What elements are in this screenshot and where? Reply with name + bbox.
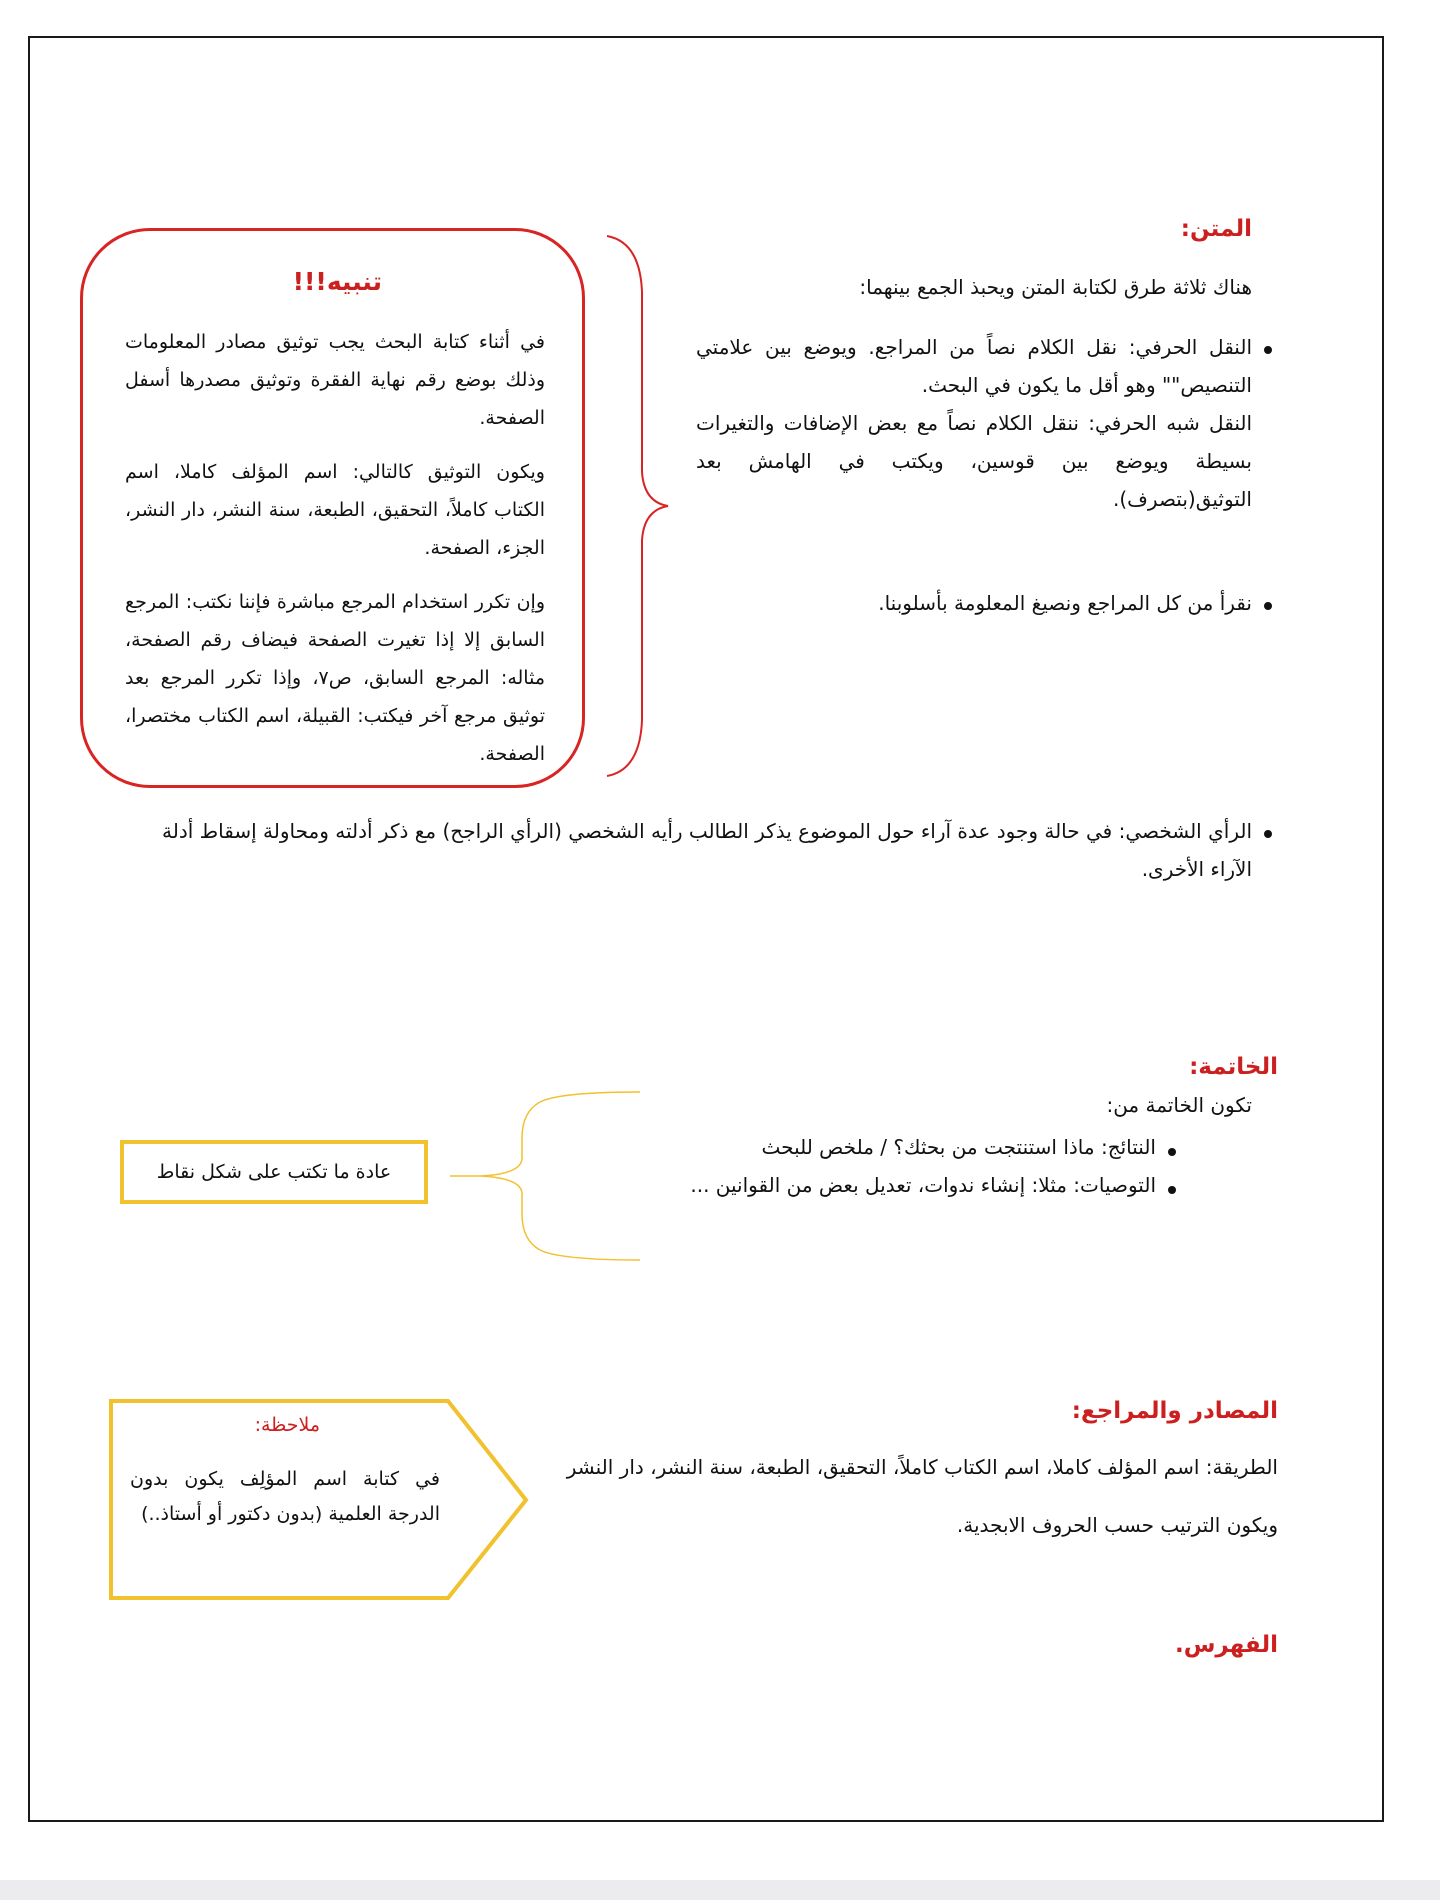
references-heading: المصادر والمراجع:: [1071, 1398, 1278, 1424]
bullet-icon: [1168, 1186, 1176, 1194]
index-heading: الفهرس.: [1174, 1632, 1278, 1658]
document-page: [28, 36, 1384, 1822]
warning-paragraph-1: في أثناء كتابة البحث يجب توثيق مصادر المعلومات وذلك بوضع رقم نهاية الفقرة وتوثيق مصدرها أسفل الصفحة.: [125, 331, 545, 429]
references-ordering: ويكون الترتيب حسب الحروف الابجدية.: [956, 1513, 1278, 1537]
curly-brace-red: [602, 232, 672, 780]
warning-paragraph-2: ويكون التوثيق كالتالي: اسم المؤلف كاملا، اسم الكتاب كاملاً، التحقيق، الطبعة، سنة النشر، دار النشر، الجزء، الصفحة.: [125, 461, 545, 559]
note-title: ملاحظة:: [254, 1414, 320, 1436]
note-title-wrap: [130, 1414, 440, 1444]
conclusion-results: النتائج: ماذا استنتجت من بحثك؟ / ملخص للبحث: [761, 1135, 1156, 1159]
conclusion-side-note: [120, 1140, 428, 1204]
matn-literal: النقل الحرفي: نقل الكلام نصاً من المراجع. ويوضع بين علامتي التنصيص"" وهو أقل ما يكون في البحث.: [696, 335, 1252, 397]
note-text: في كتابة اسم المؤلِف يكون بدون الدرجة العلمية (بدون دكتور أو أستاذ..): [130, 1468, 440, 1525]
bottom-scroll-strip: [0, 1880, 1440, 1900]
conclusion-intro: تكون الخاتمة من:: [1106, 1093, 1252, 1117]
warning-paragraph-3: وإن تكرر استخدام المرجع مباشرة فإننا نكتب: المرجع السابق إلا إذا تغيرت الصفحة فيضاف رقم الصفحة، مثاله: المرجع السابق، ص٧، وإذا تكرر المرجع بعد توثيق مرجع آخر فيكتب: القبيلة، اسم الكتاب مختصرا، الصفحة.: [125, 591, 545, 765]
matn-paraphrase: نقرأ من كل المراجع ونصيغ المعلومة بأسلوبنا.: [878, 591, 1252, 615]
matn-semi-literal: النقل شبه الحرفي: ننقل الكلام نصاً مع بعض الإضافات والتغيرات بسيطة ويوضع بين قوسين، ويكتب في الهامش بعد التوثيق(بتصرف).: [696, 411, 1252, 511]
conclusion-heading: الخاتمة:: [1189, 1054, 1278, 1080]
bullet-icon: [1168, 1148, 1176, 1156]
bullet-icon: [1264, 830, 1272, 838]
bullet-icon: [1264, 602, 1272, 610]
matn-heading: المتن:: [1180, 216, 1252, 242]
conclusion-recommendations: التوصيات: مثلا: إنشاء ندوات، تعديل بعض من القوانين ...: [690, 1173, 1156, 1197]
conclusion-side-note-text: عادة ما تكتب على شكل نقاط: [156, 1161, 392, 1183]
bullet-icon: [1264, 346, 1272, 354]
references-method: الطريقة: اسم المؤلف كاملا، اسم الكتاب كاملاً، التحقيق، الطبعة، سنة النشر، دار النشر: [566, 1455, 1278, 1479]
warning-title: تنبيه!!!: [292, 267, 382, 296]
warning-box: [80, 228, 585, 788]
curly-brace-yellow: [450, 1088, 650, 1264]
matn-opinion: الرأي الشخصي: في حالة وجود عدة آراء حول الموضوع يذكر الطالب رأيه الشخصي (الرأي الراجح) مع ذكر أدلته ومحاولة إسقاط أدلة الآراء الأخرى.: [162, 819, 1252, 881]
matn-intro: هناك ثلاثة طرق لكتابة المتن ويحبذ الجمع بينهما:: [859, 275, 1252, 299]
